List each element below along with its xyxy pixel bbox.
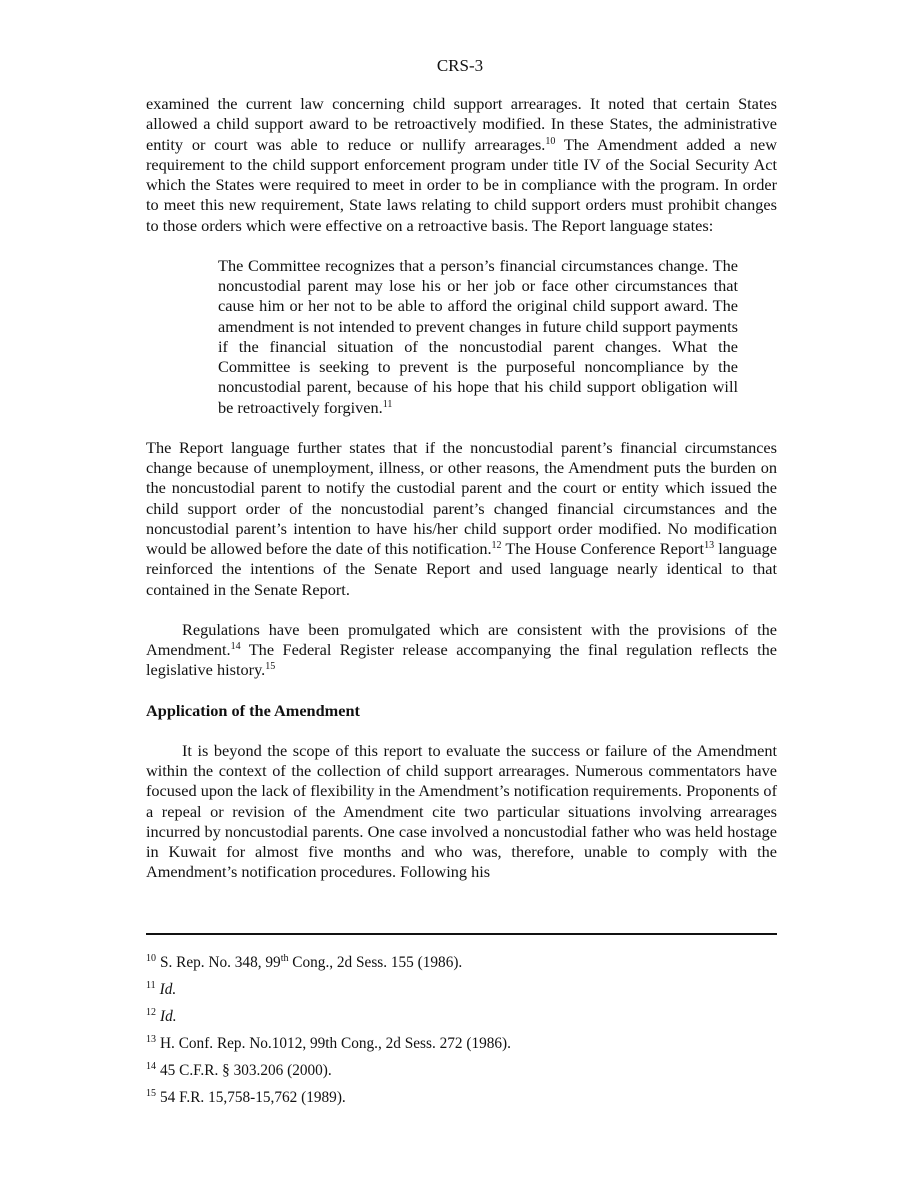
section-heading: Application of the Amendment <box>146 700 360 720</box>
footnote-ref-11[interactable]: 11 <box>382 398 393 410</box>
footnote-ref-10[interactable]: 10 <box>545 135 556 147</box>
paragraph-4: It is beyond the scope of this report to evaluate the success or failure of the Amendment within the context of the collection of child support arrearages. Numerous commentators have focused upon the lack of flexibility in the Amendment’s notification requirements. Proponents of a repeal or revision of the Amendment cite two particular situations involving arrearages incurred by noncustodial parents. One case involved a noncustodial father who was held hostage in Kuwait for almost five months and who was, therefore, unable to comply with the Amendment’s notification procedures. Following his <box>146 740 777 882</box>
footnote-ref-12[interactable]: 12 <box>491 540 502 551</box>
footnote-14: $^{14}$ 45 C.F.R. § 303.206 (2000). <box>146 1061 332 1079</box>
footnote-ref-14[interactable]: 14 <box>230 641 241 652</box>
block-quote: The Committee recognizes that a person’s financial circumstances change. The noncustodial parent may lose his or her job or face other circumstances that cause him or her not to be able to afford the original child support award. The amendment is not intended to prevent changes in future child support payments if the financial situation of the noncustodial parent changes. What the Committee is seeking to prevent is the purposeful noncompliance by the noncustodial parent, because of his hope that his child support obligation will be retroactively forgiven.$^{11}$ <box>218 255 738 417</box>
footnote-divider <box>146 933 777 935</box>
footnote-15: $^{15}$ 54 F.R. 15,758-15,762 (1989). <box>146 1088 346 1106</box>
footnote-11: $^{11}$ Id. <box>146 980 177 998</box>
main-text <box>146 94 777 883</box>
footnote-13: $^{13}$ H. Conf. Rep. No.1012, 99th Cong., 2d Sess. 272 (1986). <box>146 1034 511 1052</box>
page-number-header: CRS-3 <box>436 56 484 75</box>
footnote-10: $^{10}$ S. Rep. No. 348, 99th Cong., 2d Sess. 155 (1986). <box>146 953 463 971</box>
footnote-ref-13[interactable]: 13 <box>704 540 715 551</box>
footnote-ref-15[interactable]: 15 <box>265 661 276 673</box>
footnote-12: $^{12}$ Id. <box>146 1007 177 1025</box>
paragraph-3: Regulations have been promulgated which are consistent with the provisions of the Amendment.$^{14}$ The Federal Register release accompanying the final regulation reflects the legislative history.$^{15}$ <box>146 619 777 680</box>
paragraph-1: examined the current law concerning child support arrearages. It noted that certain States allowed a child support award to be retroactively modified. In these States, the administrative entity or court was able to reduce or nullify arrearages.$^{10}$ The Amendment added a new requirement to the child support enforcement program under title IV of the Social Security Act which the States were required to meet in order to be in compliance with the program. In order to meet this new requirement, State laws relating to child support orders must prohibit changes to those orders which were effective on a retroactive basis. The Report language states: <box>146 94 777 235</box>
footnotes-section <box>146 953 777 1115</box>
paragraph-2: The Report language further states that if the noncustodial parent’s financial circumstances change because of unemployment, illness, or other reasons, the Amendment puts the burden on the noncustodial parent to notify the custodial parent and the court or entity which issued the child support order of the noncustodial parent’s changed financial circumstances and the noncustodial parent’s intention to have his/her child support order modified. No modification would be allowed before the date of this notification.$^{12}$ The House Conference Report$^{13}$ language reinforced the intentions of the Senate Report and used language nearly identical to that contained in the Senate Report. <box>146 437 778 599</box>
